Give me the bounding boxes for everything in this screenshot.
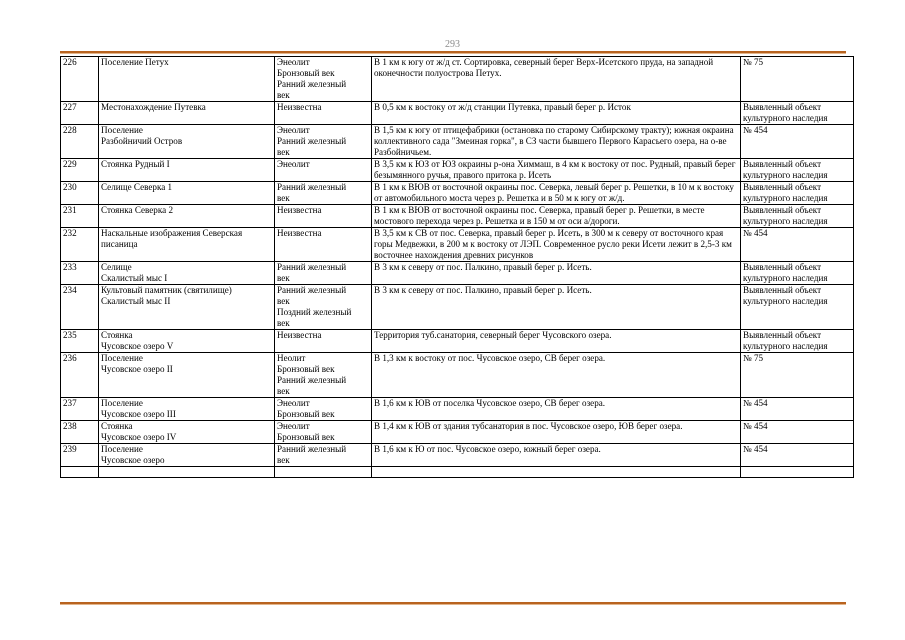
- period-cell: Неизвестна: [275, 228, 372, 262]
- period-cell: Ранний железный век Поздний железный век: [275, 285, 372, 330]
- table-row: [61, 330, 854, 353]
- status-cell: Выявленный объект культурного наследия: [741, 285, 854, 330]
- table-body: [61, 57, 854, 478]
- site-name-cell: Поселение Чусовское озеро II: [99, 353, 275, 398]
- row-number-cell: 229: [61, 159, 99, 182]
- status-cell: № 454: [741, 125, 854, 159]
- period-cell: Ранний железный век: [275, 262, 372, 285]
- period-cell: Неизвестна: [275, 330, 372, 353]
- table-row: [61, 102, 854, 125]
- period-cell: Ранний железный век: [275, 444, 372, 467]
- row-number-cell: 228: [61, 125, 99, 159]
- status-cell: Выявленный объект культурного наследия: [741, 182, 854, 205]
- table-row: [61, 205, 854, 228]
- site-name-cell: Поселение Петух: [99, 57, 275, 102]
- table-cell: [275, 467, 372, 478]
- status-cell: № 454: [741, 228, 854, 262]
- heritage-table: [60, 56, 854, 478]
- site-name-cell: Поселение Чусовское озеро: [99, 444, 275, 467]
- table-cell: [741, 467, 854, 478]
- status-cell: № 454: [741, 444, 854, 467]
- table-row: [61, 159, 854, 182]
- location-cell: В 1,6 км к Ю от пос. Чусовское озеро, южный берег озера.: [372, 444, 741, 467]
- row-number-cell: 231: [61, 205, 99, 228]
- site-name-cell: Культовый памятник (святилище) Скалистый мыс II: [99, 285, 275, 330]
- table-cell: [372, 467, 741, 478]
- row-number-cell: 237: [61, 398, 99, 421]
- row-number-cell: 227: [61, 102, 99, 125]
- period-cell: Неолит Бронзовый век Ранний железный век: [275, 353, 372, 398]
- status-cell: № 75: [741, 353, 854, 398]
- location-cell: В 1 км к ВЮВ от восточной окраины пос. Северка, левый берег р. Решетки, в 10 м к востоку от автомобильного моста через р. Решетка и в 50 м к югу от ж/д.: [372, 182, 741, 205]
- location-cell: В 1 км к ВЮВ от восточной окраины пос. Северка, правый берег р. Решетки, в месте мостового перехода через р. Решетка и в 150 м от оси а/дороги.: [372, 205, 741, 228]
- status-cell: Выявленный объект культурного наследия: [741, 205, 854, 228]
- table-row: [61, 444, 854, 467]
- period-cell: Энеолит Бронзовый век: [275, 398, 372, 421]
- header-rule: [60, 51, 846, 54]
- status-cell: Выявленный объект культурного наследия: [741, 102, 854, 125]
- site-name-cell: Селище Северка 1: [99, 182, 275, 205]
- status-cell: № 454: [741, 421, 854, 444]
- location-cell: В 1,5 км к югу от птицефабрики (остановка по старому Сибирскому тракту); южная окраина коллективного сада "Змеиная горка", в СЗ части бывшего Первого Карасьего озера, на о-ве Разбойничьем.: [372, 125, 741, 159]
- status-cell: № 75: [741, 57, 854, 102]
- status-cell: № 454: [741, 398, 854, 421]
- site-name-cell: Стоянка Северка 2: [99, 205, 275, 228]
- row-number-cell: 230: [61, 182, 99, 205]
- period-cell: Неизвестна: [275, 205, 372, 228]
- location-cell: В 3 км к северу от пос. Палкино, правый берег р. Исеть.: [372, 285, 741, 330]
- site-name-cell: Селище Скалистый мыс I: [99, 262, 275, 285]
- row-number-cell: 232: [61, 228, 99, 262]
- site-name-cell: Стоянка Чусовское озеро V: [99, 330, 275, 353]
- site-name-cell: Стоянка Рудный I: [99, 159, 275, 182]
- period-cell: Энеолит: [275, 159, 372, 182]
- table-cell: [61, 467, 99, 478]
- table-row: [61, 57, 854, 102]
- row-number-cell: 233: [61, 262, 99, 285]
- status-cell: Выявленный объект культурного наследия: [741, 159, 854, 182]
- period-cell: Энеолит Бронзовый век Ранний железный век: [275, 57, 372, 102]
- period-cell: Энеолит Бронзовый век: [275, 421, 372, 444]
- table-row: [61, 421, 854, 444]
- location-cell: Территория туб.санатория, северный берег Чусовского озера.: [372, 330, 741, 353]
- table-row: [61, 228, 854, 262]
- status-cell: Выявленный объект культурного наследия: [741, 262, 854, 285]
- location-cell: В 1,3 км к востоку от пос. Чусовское озеро, СВ берег озера.: [372, 353, 741, 398]
- table-end-row: [61, 467, 854, 478]
- table-row: [61, 262, 854, 285]
- row-number-cell: 235: [61, 330, 99, 353]
- table-row: [61, 398, 854, 421]
- period-cell: Ранний железный век: [275, 182, 372, 205]
- row-number-cell: 236: [61, 353, 99, 398]
- location-cell: В 3,5 км к ЮЗ от ЮЗ окраины р-она Химмаш, в 4 км к востоку от пос. Рудный, правый берег безымянного ручья, правого притока р. Исеть: [372, 159, 741, 182]
- table-row: [61, 125, 854, 159]
- site-name-cell: Наскальные изображения Северская писаница: [99, 228, 275, 262]
- site-name-cell: Местонахождение Путевка: [99, 102, 275, 125]
- site-name-cell: Стоянка Чусовское озеро IV: [99, 421, 275, 444]
- period-cell: Энеолит Ранний железный век: [275, 125, 372, 159]
- location-cell: В 0,5 км к востоку от ж/д станции Путевка, правый берег р. Исток: [372, 102, 741, 125]
- table-row: [61, 353, 854, 398]
- site-name-cell: Поселение Чусовское озеро III: [99, 398, 275, 421]
- location-cell: В 1,4 км к ЮВ от здания тубсанатория в пос. Чусовское озеро, ЮВ берег озера.: [372, 421, 741, 444]
- status-cell: Выявленный объект культурного наследия: [741, 330, 854, 353]
- row-number-cell: 238: [61, 421, 99, 444]
- location-cell: В 1 км к югу от ж/д ст. Сортировка, северный берег Верх-Исетского пруда, на западной оконечности полуострова Петух.: [372, 57, 741, 102]
- footer-rule: [60, 602, 846, 605]
- site-name-cell: Поселение Разбойничий Остров: [99, 125, 275, 159]
- row-number-cell: 234: [61, 285, 99, 330]
- table-cell: [99, 467, 275, 478]
- table-row: [61, 182, 854, 205]
- page-number: 293: [445, 39, 460, 50]
- location-cell: В 3 км к северу от пос. Палкино, правый берег р. Исеть.: [372, 262, 741, 285]
- location-cell: В 3,5 км к СВ от пос. Северка, правый берег р. Исеть, в 300 м к северу от восточного края горы Медвежки, в 200 м к востоку от ЛЭП. Современное русло реки Исети лежит в 2,5-3 км восточнее нахождения древних рисунков: [372, 228, 741, 262]
- row-number-cell: 226: [61, 57, 99, 102]
- row-number-cell: 239: [61, 444, 99, 467]
- location-cell: В 1,6 км к ЮВ от поселка Чусовское озеро, СВ берег озера.: [372, 398, 741, 421]
- table-row: [61, 285, 854, 330]
- period-cell: Неизвестна: [275, 102, 372, 125]
